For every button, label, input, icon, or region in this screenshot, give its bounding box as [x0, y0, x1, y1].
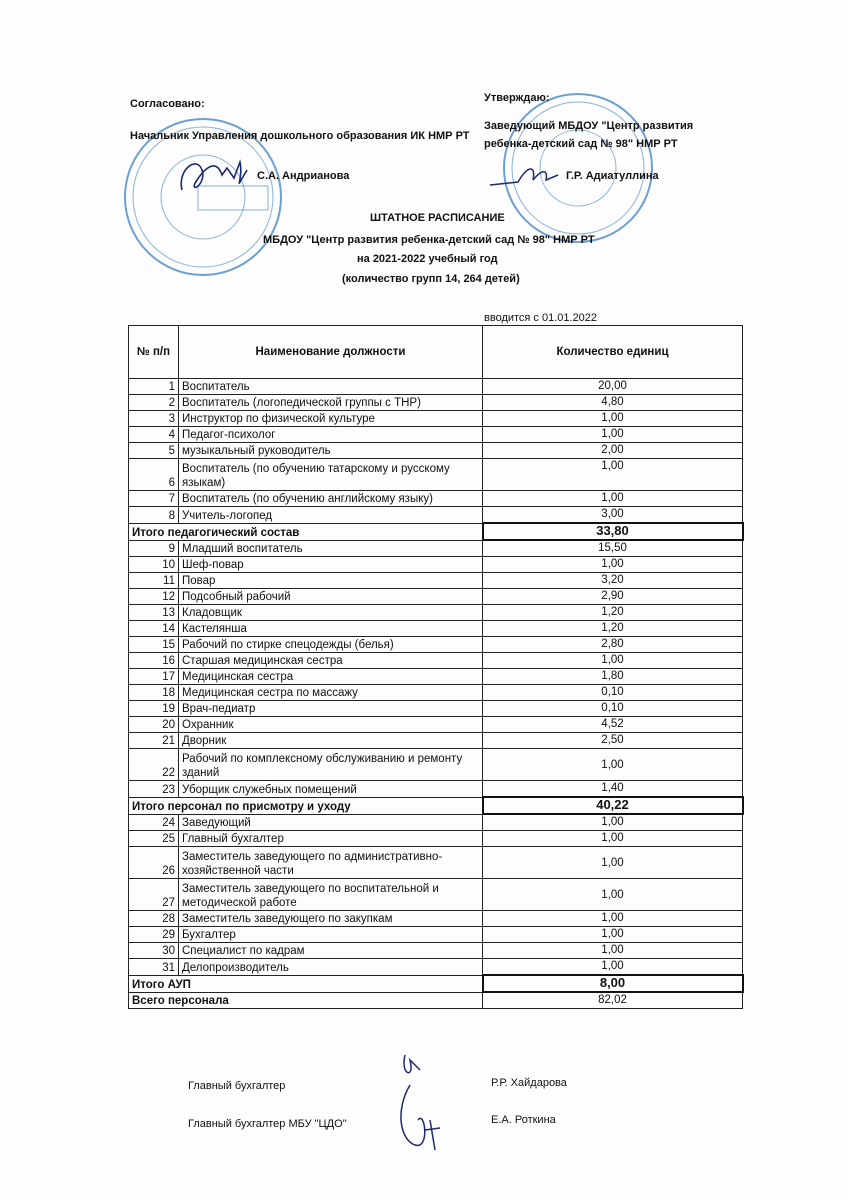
- position-name: Врач-педиатр: [179, 701, 483, 717]
- row-number: 29: [129, 927, 179, 943]
- table-row: [129, 621, 743, 637]
- footer-sign2-name: Е.А. Роткина: [491, 1114, 556, 1126]
- agreed-position: Начальник Управления дошкольного образования ИК НМР РТ: [130, 130, 470, 142]
- position-qty: 20,00: [483, 379, 743, 395]
- row-number: 7: [129, 491, 179, 507]
- position-qty: 2,50: [483, 733, 743, 749]
- table-row: [129, 589, 743, 605]
- position-qty: 0,10: [483, 701, 743, 717]
- table-row: [129, 943, 743, 959]
- position-name: музыкальный руководитель: [179, 443, 483, 459]
- row-number: 25: [129, 831, 179, 847]
- position-name: Учитель-логопед: [179, 507, 483, 524]
- position-qty: 1,00: [483, 411, 743, 427]
- row-number: 24: [129, 814, 179, 831]
- position-name: Подсобный рабочий: [179, 589, 483, 605]
- position-qty: 1,00: [483, 427, 743, 443]
- table-row: [129, 379, 743, 395]
- row-number: 12: [129, 589, 179, 605]
- approve-label: Утверждаю:: [484, 92, 550, 104]
- position-qty: 15,50: [483, 540, 743, 557]
- total-label: Всего персонала: [129, 992, 483, 1009]
- table-header-row: [129, 326, 743, 379]
- total-qty: 40,22: [483, 797, 743, 814]
- table-row: [129, 959, 743, 976]
- right-signature-icon: [488, 160, 568, 190]
- table-row: [129, 781, 743, 798]
- position-name: Кастелянша: [179, 621, 483, 637]
- table-total-row: [129, 992, 743, 1009]
- position-qty: 2,90: [483, 589, 743, 605]
- table-row: [129, 573, 743, 589]
- position-name: Уборщик служебных помещений: [179, 781, 483, 798]
- footer-sign1-name: Р.Р. Хайдарова: [491, 1077, 567, 1089]
- table-row: [129, 459, 743, 491]
- position-qty: 0,10: [483, 685, 743, 701]
- effective-date: вводится с 01.01.2022: [484, 312, 598, 324]
- footer-sign1-role: Главный бухгалтер: [188, 1080, 286, 1092]
- row-number: 4: [129, 427, 179, 443]
- position-qty: 4,52: [483, 717, 743, 733]
- table-row: [129, 733, 743, 749]
- table-row: [129, 507, 743, 524]
- position-qty: 1,20: [483, 605, 743, 621]
- position-name: Заместитель заведующего по закупкам: [179, 911, 483, 927]
- title-line2: МБДОУ "Центр развития ребенка-детский сад № 98" НМР РТ: [263, 234, 595, 246]
- table-row: [129, 927, 743, 943]
- total-label: Итого персонал по присмотру и уходу: [129, 797, 483, 814]
- position-qty: 1,00: [483, 879, 743, 911]
- position-name: Кладовщик: [179, 605, 483, 621]
- table-row: [129, 395, 743, 411]
- row-number: 10: [129, 557, 179, 573]
- row-number: 6: [129, 459, 179, 491]
- total-qty: 33,80: [483, 523, 743, 540]
- position-name: Воспитатель: [179, 379, 483, 395]
- position-qty: 1,80: [483, 669, 743, 685]
- position-name: Инструктор по физической культуре: [179, 411, 483, 427]
- table-row: [129, 847, 743, 879]
- table-total-row: [129, 797, 743, 814]
- position-name: Медицинская сестра: [179, 669, 483, 685]
- table-row: [129, 557, 743, 573]
- row-number: 28: [129, 911, 179, 927]
- table-row: [129, 427, 743, 443]
- bottom-signature-icon: [390, 1050, 450, 1160]
- position-name: Делопроизводитель: [179, 959, 483, 976]
- table-total-row: [129, 523, 743, 540]
- col-name-header: Наименование должности: [179, 326, 483, 379]
- row-number: 16: [129, 653, 179, 669]
- table-row: [129, 605, 743, 621]
- position-qty: 1,00: [483, 911, 743, 927]
- agreed-name: С.А. Андрианова: [257, 170, 350, 182]
- table-row: [129, 879, 743, 911]
- approve-position-1: Заведующий МБДОУ "Центр развития: [484, 120, 694, 132]
- position-qty: 1,00: [483, 959, 743, 976]
- approve-name: Г.Р. Адиатуллина: [566, 170, 659, 182]
- position-name: Младший воспитатель: [179, 540, 483, 557]
- title-line1: ШТАТНОЕ РАСПИСАНИЕ: [370, 212, 505, 224]
- position-qty: 4,80: [483, 395, 743, 411]
- title-line3: на 2021-2022 учебный год: [357, 253, 498, 265]
- position-name: Заместитель заведующего по воспитательной и методической работе: [179, 879, 483, 911]
- row-number: 3: [129, 411, 179, 427]
- position-name: Специалист по кадрам: [179, 943, 483, 959]
- footer-sign2-role: Главный бухгалтер МБУ "ЦДО": [188, 1118, 347, 1130]
- col-num-header: № п/п: [129, 326, 179, 379]
- position-name: Охранник: [179, 717, 483, 733]
- row-number: 30: [129, 943, 179, 959]
- position-qty: 1,00: [483, 831, 743, 847]
- position-qty: 2,00: [483, 443, 743, 459]
- row-number: 20: [129, 717, 179, 733]
- table-row: [129, 637, 743, 653]
- total-qty: 8,00: [483, 975, 743, 992]
- position-qty: 1,40: [483, 781, 743, 798]
- table-row: [129, 717, 743, 733]
- position-qty: 1,20: [483, 621, 743, 637]
- position-name: Рабочий по комплексному обслуживанию и ремонту зданий: [179, 749, 483, 781]
- total-qty: 82,02: [483, 992, 743, 1009]
- row-number: 27: [129, 879, 179, 911]
- staff-table: [128, 325, 744, 1009]
- position-name: Шеф-повар: [179, 557, 483, 573]
- position-qty: 2,80: [483, 637, 743, 653]
- row-number: 23: [129, 781, 179, 798]
- position-name: Старшая медицинская сестра: [179, 653, 483, 669]
- position-name: Педагог-психолог: [179, 427, 483, 443]
- row-number: 5: [129, 443, 179, 459]
- row-number: 21: [129, 733, 179, 749]
- row-number: 26: [129, 847, 179, 879]
- position-name: Рабочий по стирке спецодежды (белья): [179, 637, 483, 653]
- position-name: Дворник: [179, 733, 483, 749]
- table-row: [129, 685, 743, 701]
- table-row: [129, 701, 743, 717]
- row-number: 15: [129, 637, 179, 653]
- position-qty: 1,00: [483, 927, 743, 943]
- table-row: [129, 749, 743, 781]
- position-name: Воспитатель (логопедической группы с ТНР): [179, 395, 483, 411]
- table-row: [129, 911, 743, 927]
- position-qty: 1,00: [483, 491, 743, 507]
- col-qty-header: Количество единиц: [483, 326, 743, 379]
- row-number: 17: [129, 669, 179, 685]
- position-name: Медицинская сестра по массажу: [179, 685, 483, 701]
- table-row: [129, 831, 743, 847]
- table-row: [129, 669, 743, 685]
- position-name: Бухгалтер: [179, 927, 483, 943]
- table-row: [129, 443, 743, 459]
- row-number: 22: [129, 749, 179, 781]
- row-number: 1: [129, 379, 179, 395]
- table-total-row: [129, 975, 743, 992]
- position-name: Заведующий: [179, 814, 483, 831]
- approve-position-2: ребенка-детский сад № 98" НМР РТ: [484, 138, 678, 150]
- agreed-label: Согласовано:: [130, 98, 205, 110]
- row-number: 14: [129, 621, 179, 637]
- position-name: Главный бухгалтер: [179, 831, 483, 847]
- position-name: Воспитатель (по обучению татарскому и русскому языкам): [179, 459, 483, 491]
- position-qty: 1,00: [483, 814, 743, 831]
- position-qty: 1,00: [483, 653, 743, 669]
- left-signature-icon: [172, 150, 262, 205]
- row-number: 13: [129, 605, 179, 621]
- table-row: [129, 540, 743, 557]
- position-qty: 1,00: [483, 459, 743, 491]
- total-label: Итого педагогический состав: [129, 523, 483, 540]
- row-number: 8: [129, 507, 179, 524]
- total-label: Итого АУП: [129, 975, 483, 992]
- row-number: 19: [129, 701, 179, 717]
- table-row: [129, 411, 743, 427]
- row-number: 11: [129, 573, 179, 589]
- table-row: [129, 814, 743, 831]
- position-qty: 3,00: [483, 507, 743, 524]
- title-line4: (количество групп 14, 264 детей): [342, 273, 520, 285]
- position-qty: 1,00: [483, 847, 743, 879]
- position-qty: 1,00: [483, 557, 743, 573]
- position-name: Заместитель заведующего по административно-хозяйственной части: [179, 847, 483, 879]
- table-row: [129, 491, 743, 507]
- position-qty: 1,00: [483, 943, 743, 959]
- position-name: Повар: [179, 573, 483, 589]
- row-number: 9: [129, 540, 179, 557]
- row-number: 2: [129, 395, 179, 411]
- position-qty: 1,00: [483, 749, 743, 781]
- position-qty: 3,20: [483, 573, 743, 589]
- row-number: 31: [129, 959, 179, 976]
- table-row: [129, 653, 743, 669]
- position-name: Воспитатель (по обучению английскому языку): [179, 491, 483, 507]
- row-number: 18: [129, 685, 179, 701]
